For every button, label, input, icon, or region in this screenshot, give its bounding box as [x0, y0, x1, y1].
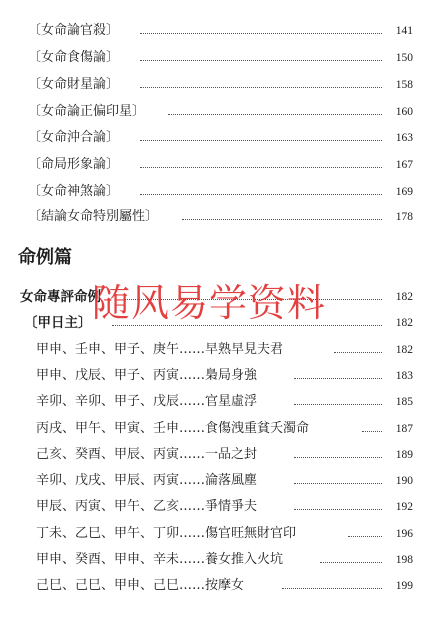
toc-entry[interactable]	[0, 20, 444, 42]
toc-entry[interactable]	[0, 154, 444, 176]
toc-entry[interactable]	[0, 391, 444, 413]
toc-dot-leader	[294, 483, 382, 484]
toc-entry[interactable]	[0, 47, 444, 69]
toc-entry[interactable]	[0, 101, 444, 123]
toc-entry-page: 141	[395, 25, 413, 37]
toc-dot-leader	[294, 378, 382, 379]
toc-entry-title: 〔命局形象論〕	[28, 157, 120, 172]
toc-dot-leader	[140, 87, 382, 88]
toc-entry-title: 女命專評命例	[20, 289, 101, 305]
toc-entry-page: 189	[395, 449, 413, 461]
toc-entry-page: 160	[395, 106, 413, 118]
toc-entry-page: 167	[395, 159, 413, 171]
toc-dot-leader	[140, 33, 382, 34]
toc-entry-title: 丁未、乙巳、甲午、丁卯……傷官旺無財官印	[36, 526, 297, 541]
toc-entry-page: 158	[395, 79, 413, 91]
toc-entry[interactable]	[0, 444, 444, 466]
toc-entry-page: 199	[395, 580, 413, 592]
toc-entry-page: 182	[395, 291, 413, 303]
toc-entry[interactable]	[0, 470, 444, 492]
toc-entry-page: 185	[395, 396, 413, 408]
toc-entry-title: 〔女命論正偏印星〕	[28, 104, 146, 119]
toc-entry[interactable]	[0, 286, 444, 308]
toc-entry-title: 己亥、癸酉、甲辰、丙寅……一品之封	[36, 447, 258, 462]
toc-entry[interactable]	[0, 127, 444, 149]
toc-entry-page: 150	[395, 52, 413, 64]
toc-dot-leader	[124, 299, 382, 300]
toc-entry-title: 辛卯、辛卯、甲子、戊辰……官星虛浮	[36, 394, 258, 409]
toc-entry-title: 〔女命財星論〕	[28, 77, 120, 92]
toc-entry[interactable]	[0, 206, 444, 228]
toc-entry[interactable]	[0, 312, 444, 334]
toc-dot-leader	[182, 219, 382, 220]
toc-entry-title: 〔女命沖合論〕	[28, 130, 120, 145]
toc-dot-leader	[282, 588, 382, 589]
toc-entry-title: 〔女命論官殺〕	[28, 23, 120, 38]
toc-dot-leader	[112, 325, 382, 326]
toc-dot-leader	[334, 352, 382, 353]
toc-entry-page: 163	[395, 132, 413, 144]
watermark: 随风易学资料	[92, 281, 327, 325]
toc-entry[interactable]	[0, 418, 444, 440]
toc-entry[interactable]	[0, 523, 444, 545]
toc-entry-title: 〔女命食傷論〕	[28, 50, 120, 65]
section-heading: 命例篇	[18, 247, 72, 268]
toc-dot-leader	[294, 404, 382, 405]
toc-dot-leader	[362, 431, 382, 432]
toc-entry[interactable]	[0, 339, 444, 361]
toc-entry-title: 甲申、戊辰、甲子、丙寅……梟局身強	[36, 368, 258, 383]
toc-dot-leader	[140, 60, 382, 61]
toc-entry[interactable]	[0, 74, 444, 96]
toc-entry-title: 〔結論女命特別屬性〕	[28, 209, 159, 224]
toc-entry-page: 182	[395, 344, 413, 356]
toc-entry-page: 182	[395, 317, 413, 329]
toc-dot-leader	[140, 167, 382, 168]
toc-dot-leader	[294, 509, 382, 510]
toc-entry[interactable]	[0, 181, 444, 203]
toc-entry[interactable]	[0, 549, 444, 571]
toc-entry-page: 169	[395, 186, 413, 198]
toc-entry[interactable]	[0, 365, 444, 387]
toc-entry-title: 〔女命神煞論〕	[28, 184, 120, 199]
toc-entry-page: 178	[395, 211, 413, 223]
toc-entry-page: 196	[395, 528, 413, 540]
toc-dot-leader	[140, 194, 382, 195]
toc-entry-title: 己巳、己巳、甲申、己巳……按摩女	[36, 578, 245, 593]
toc-dot-leader	[320, 562, 382, 563]
toc-entry-title: 甲申、癸酉、甲申、辛未……養女推入火坑	[36, 552, 284, 567]
toc-entry-page: 192	[395, 501, 413, 513]
toc-entry[interactable]	[0, 575, 444, 597]
toc-entry-page: 190	[395, 475, 413, 487]
toc-entry-page: 183	[395, 370, 413, 382]
toc-dot-leader	[348, 536, 382, 537]
toc-entry-title: 丙戌、甲午、甲寅、壬申……食傷洩重貧夭濁命	[36, 421, 310, 436]
toc-entry[interactable]	[0, 496, 444, 518]
toc-entry-page: 198	[395, 554, 413, 566]
toc-entry-title: 甲辰、丙寅、甲午、乙亥……爭情爭夫	[36, 499, 258, 514]
toc-entry-title: 辛卯、戊戌、甲辰、丙寅……淪落風塵	[36, 473, 258, 488]
toc-entry-page: 187	[395, 423, 413, 435]
toc-dot-leader	[140, 140, 382, 141]
toc-entry-title: 〔甲日主〕	[24, 315, 92, 331]
toc-dot-leader	[168, 114, 382, 115]
toc-entry-title: 甲申、壬申、甲子、庚午……早熟早見夫君	[36, 342, 284, 357]
toc-dot-leader	[294, 457, 382, 458]
